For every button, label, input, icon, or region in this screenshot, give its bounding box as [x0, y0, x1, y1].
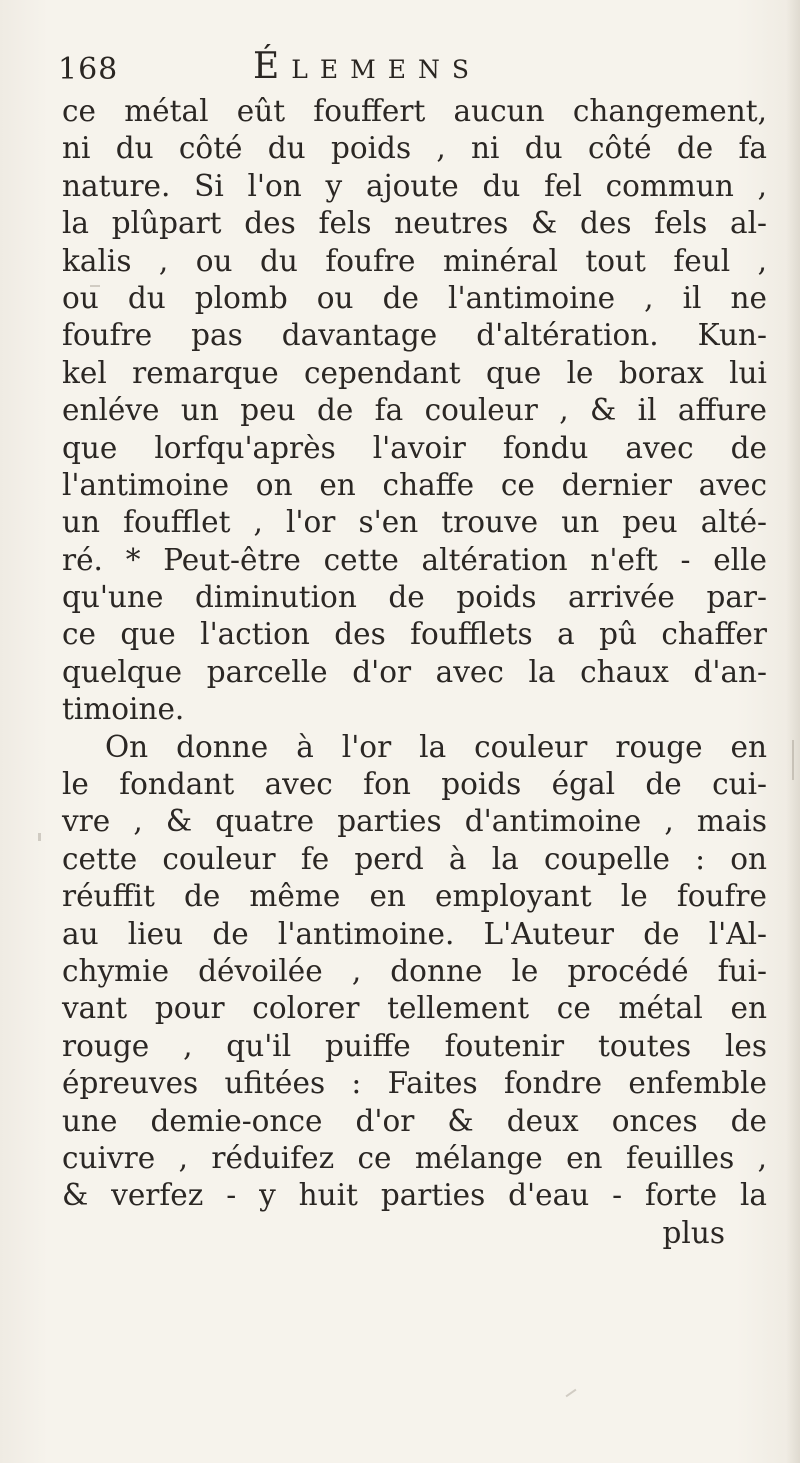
text-line: vre , & quatre parties d'antimoine , mais — [62, 804, 767, 839]
text-line: enléve un peu de fa couleur , & il affure — [62, 393, 767, 428]
text-line: foufre pas davantage d'altération. Kun- — [62, 318, 767, 353]
page-number: 168 — [58, 52, 119, 87]
paper-speck — [792, 740, 794, 780]
text-line: une demie-once d'or & deux onces de — [62, 1103, 767, 1138]
page-header — [58, 42, 758, 90]
text-line: vant pour colorer tellement ce métal en — [62, 991, 767, 1026]
text-line: ni du côté du poids , ni du côté de fa — [62, 131, 767, 166]
text-line: chymie dévoilée , donne le procédé fui- — [62, 953, 767, 988]
text-line: au lieu de l'antimoine. L'Auteur de l'Al- — [62, 916, 767, 951]
paper-speck — [566, 1389, 577, 1398]
text-line: On donne à l'or la couleur rouge en — [105, 729, 767, 764]
text-line: réuffit de même en employant le foufre — [62, 879, 767, 914]
text-line: quelque parcelle d'or avec la chaux d'an- — [62, 654, 767, 689]
paper-speck — [38, 833, 41, 841]
text-line: la plûpart des fels neutres & des fels al- — [62, 206, 767, 241]
text-line: le fondant avec fon poids égal de cui- — [62, 767, 767, 802]
text-line: ce que l'action des foufflets a pû chaffer — [62, 617, 767, 652]
text-line: épreuves ufitées : Faites fondre enfemble — [62, 1066, 767, 1101]
text-line: qu'une diminution de poids arrivée par- — [62, 580, 767, 615]
catchword: plus — [662, 1215, 725, 1250]
text-line: cuivre , réduifez ce mélange en feuilles , — [62, 1140, 767, 1175]
running-head: Élemens — [253, 46, 481, 87]
body-text — [62, 93, 767, 1252]
text-line: kel remarque cependant que le borax lui — [62, 355, 767, 390]
text-line: timoine. — [62, 692, 185, 727]
text-line: un foufflet , l'or s'en trouve un peu alté- — [62, 505, 767, 540]
text-line: ré. * Peut-être cette altération n'eft - elle — [62, 542, 767, 577]
paper-speck — [90, 285, 100, 287]
text-line: que lorfqu'après l'avoir fondu avec de — [62, 430, 767, 465]
text-line: kalis , ou du foufre minéral tout feul , — [62, 243, 767, 278]
text-line: nature. Si l'on y ajoute du fel commun , — [62, 168, 767, 203]
text-line: ou du plomb ou de l'antimoine , il ne — [62, 280, 767, 315]
text-line: ce métal eût fouffert aucun changement, — [62, 94, 767, 128]
text-line: rouge , qu'il puiffe foutenir toutes les — [62, 1028, 767, 1063]
text-line: cette couleur fe perd à la coupelle : on — [62, 841, 767, 876]
text-line: & verfez - y huit parties d'eau - forte la — [62, 1178, 767, 1213]
page-edge-shadow — [786, 0, 800, 1463]
text-line: l'antimoine on en chaffe ce dernier avec — [62, 467, 767, 502]
